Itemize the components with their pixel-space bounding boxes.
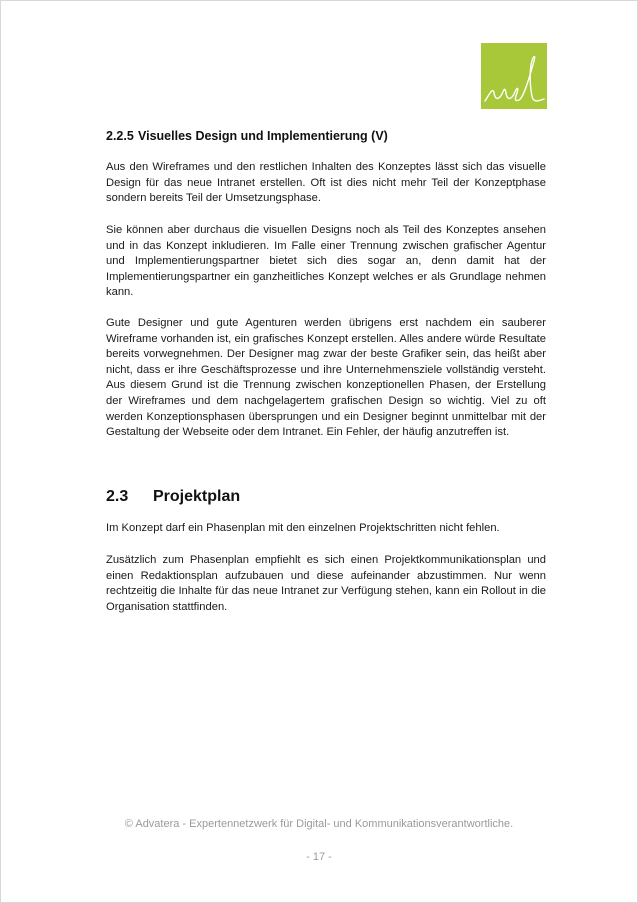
section-title: Visuelles Design und Implementierung (V): [138, 129, 388, 143]
footer-copyright: © Advatera - Expertennetzwerk für Digital- und Kommunikationsverantwortliche.: [124, 818, 514, 830]
paragraph: Zusätzlich zum Phasenplan empfiehlt es sich einen Projektkommunikationsplan und einen Redaktionsplan aufzubauen und diese aufeinander abzustimmen. Nur wenn rechtzeitig die Inhalte für das neue Intranet zur Verfügung stehen, kann ein Rollout in die Organisation stattfinden.: [106, 554, 546, 613]
page-number: - 17 -: [306, 851, 332, 863]
section-title: Projektplan: [153, 488, 241, 505]
paragraph: Aus den Wireframes und den restlichen Inhalten des Konzeptes lässt sich das visuelle Design für das neue Intranet erstellen. Oft ist dies nicht mehr Teil der Konzeptphase sondern bereits Teil der Umsetzungsphase.: [106, 161, 546, 205]
section-heading-2-3: [106, 488, 240, 506]
section-number: 2.2.5: [106, 129, 134, 143]
section-heading-2-2-5: [106, 129, 388, 143]
paragraph: Im Konzept darf ein Phasenplan mit den einzelnen Projektschritten nicht fehlen.: [106, 522, 500, 534]
section-number: 2.3: [106, 488, 129, 505]
paragraph: Gute Designer und gute Agenturen werden übrigens erst nachdem ein sauberer Wireframe vorhanden ist, ein grafisches Konzept erstellen. Alles andere würde Resultate bereits vorwegnehmen. Der Designer mag zwar der beste Grafiker sein, das heißt aber nicht, dass er ihre Geschäftsprozesse und ihre Unternehmensziele vollständig versteht. Aus diesem Grund ist die Trennung zwischen konzeptionellen Phasen, der Erstellung der Wireframes und dem nachgelagertem grafischen Design so wichtig. Viel zu oft werden Konzeptionsphasen übersprungen und ein Designer beginnt unmittelbar mit der Gestaltung der Webseite oder dem Intranet. Ein Fehler, der häufig anzutreffen ist.: [106, 317, 546, 439]
paragraph: Sie können aber durchaus die visuellen Designs noch als Teil des Konzeptes ansehen und in das Konzept inkludieren. Im Falle einer Trennung zwischen grafischer Agentur und Implementierungspartner bietet sich dies sogar an, denn damit hat der Implementierungspartner ein ganzheitliches Konzept welches er als Grundlage nehmen kann.: [106, 224, 546, 299]
signature-logo-icon: [481, 43, 547, 109]
